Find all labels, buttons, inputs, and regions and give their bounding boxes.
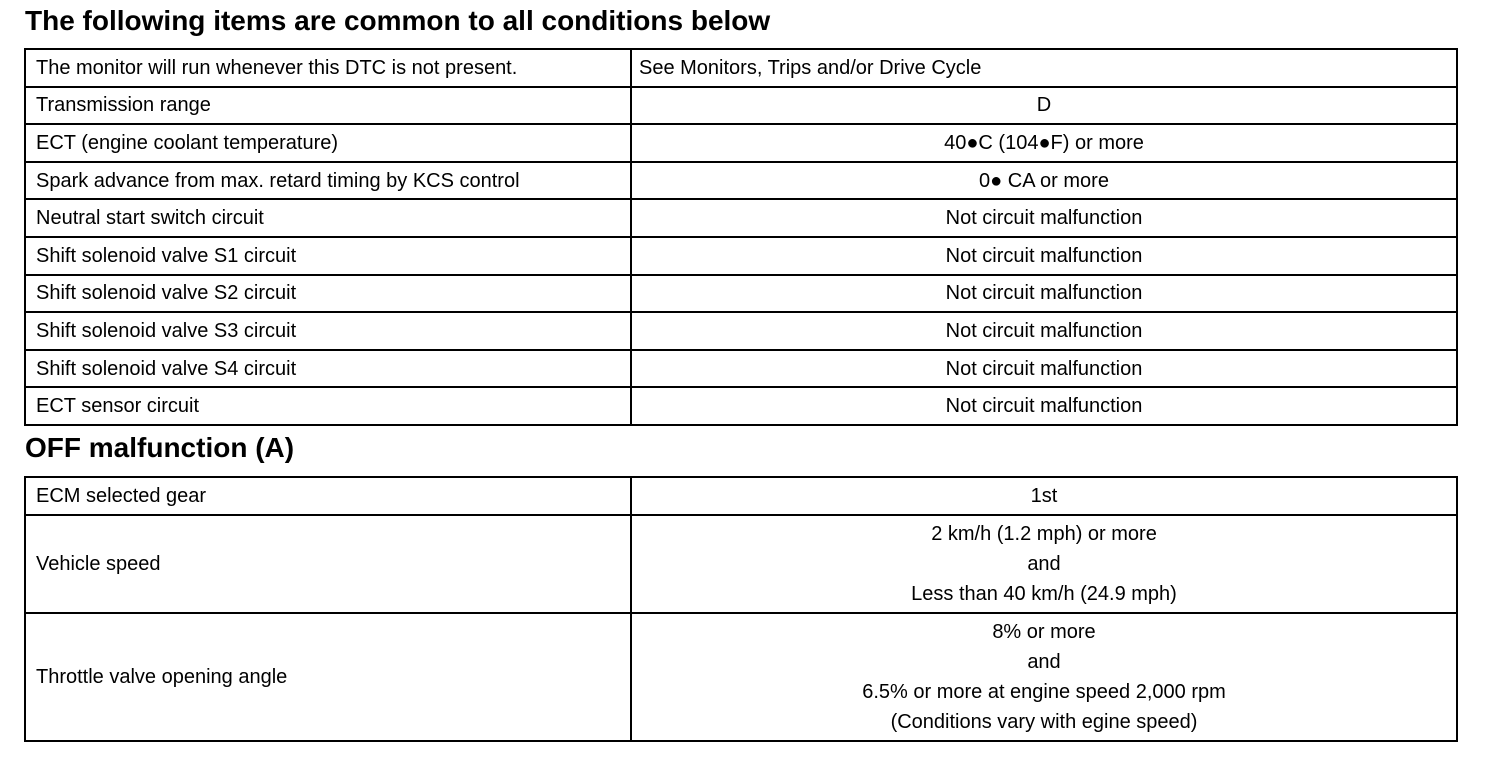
value-cell: Not circuit malfunction <box>631 312 1457 350</box>
value-cell: Not circuit malfunction <box>631 387 1457 425</box>
value-cell: See Monitors, Trips and/or Drive Cycle <box>631 49 1457 87</box>
condition-cell: ECT (engine coolant temperature) <box>25 124 631 162</box>
table-row <box>25 237 1457 275</box>
condition-cell: Spark advance from max. retard timing by KCS control <box>25 162 631 200</box>
table-row <box>25 350 1457 388</box>
condition-cell: Neutral start switch circuit <box>25 199 631 237</box>
value-line: 1st <box>1030 485 1058 507</box>
value-cell <box>631 477 1457 515</box>
value-line: and <box>1027 553 1061 575</box>
condition-cell: Shift solenoid valve S3 circuit <box>25 312 631 350</box>
common-conditions-table <box>24 48 1458 426</box>
value-cell: Not circuit malfunction <box>631 237 1457 275</box>
table-row <box>25 162 1457 200</box>
table-row <box>25 515 1457 613</box>
table-row <box>25 387 1457 425</box>
table-row <box>25 199 1457 237</box>
value-cell <box>631 613 1457 741</box>
value-line: Less than 40 km/h (24.9 mph) <box>911 583 1177 605</box>
value-line: 6.5% or more at engine speed 2,000 rpm <box>862 681 1226 703</box>
value-line: 8% or more <box>992 621 1096 643</box>
off-malfunction-table <box>24 476 1458 742</box>
value-cell: Not circuit malfunction <box>631 199 1457 237</box>
table-row <box>25 312 1457 350</box>
condition-cell: Vehicle speed <box>25 515 631 613</box>
condition-cell: Transmission range <box>25 87 631 125</box>
value-line: (Conditions vary with egine speed) <box>890 711 1198 733</box>
table-row <box>25 275 1457 313</box>
table-row <box>25 613 1457 741</box>
condition-cell: Shift solenoid valve S2 circuit <box>25 275 631 313</box>
condition-cell: Throttle valve opening angle <box>25 613 631 741</box>
value-line: 2 km/h (1.2 mph) or more <box>931 523 1157 545</box>
value-cell: D <box>631 87 1457 125</box>
value-cell: Not circuit malfunction <box>631 350 1457 388</box>
table-row <box>25 87 1457 125</box>
condition-cell: Shift solenoid valve S1 circuit <box>25 237 631 275</box>
table-row <box>25 477 1457 515</box>
value-cell <box>631 515 1457 613</box>
common-section-title: The following items are common to all conditions below <box>25 5 771 36</box>
condition-cell: ECM selected gear <box>25 477 631 515</box>
condition-cell: ECT sensor circuit <box>25 387 631 425</box>
condition-cell: Shift solenoid valve S4 circuit <box>25 350 631 388</box>
table-row <box>25 124 1457 162</box>
value-line: and <box>1027 651 1061 673</box>
off-malfunction-title: OFF malfunction (A) <box>25 432 295 463</box>
value-cell: Not circuit malfunction <box>631 275 1457 313</box>
table-row <box>25 49 1457 87</box>
condition-cell: The monitor will run whenever this DTC is not present. <box>25 49 631 87</box>
value-cell: 0● CA or more <box>631 162 1457 200</box>
value-cell: 40●C (104●F) or more <box>631 124 1457 162</box>
